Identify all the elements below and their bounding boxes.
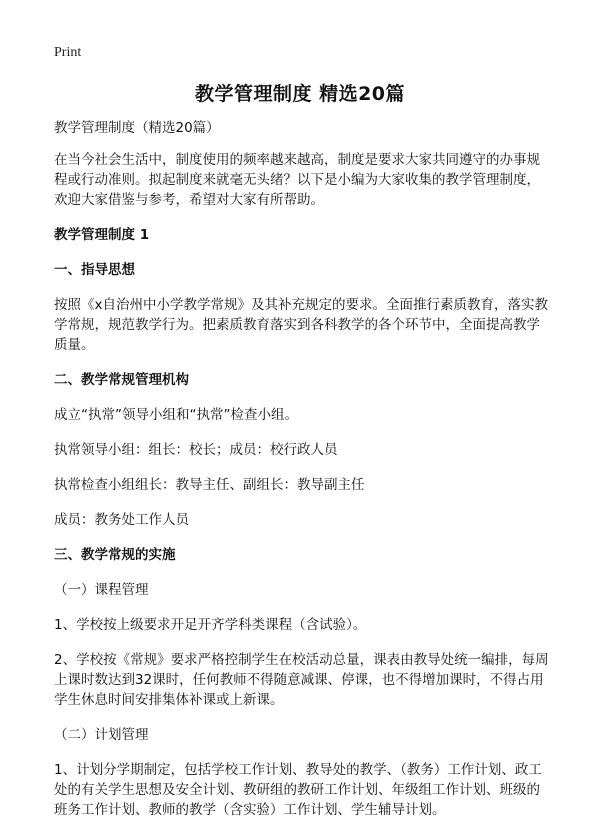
section-heading: 教学管理制度 1 xyxy=(54,227,150,243)
part3-item: 2、学校按《常规》要求严格控制学生在校活动总量，课表由教导处统一编排，每周上课时数达到32课时，任何教师不得随意减课、停课，也不得增加课时，不得占用学生休息时间安排集体补课或上新课。 xyxy=(54,652,549,708)
print-link[interactable]: Print xyxy=(54,45,82,60)
part2-line: 成员：教务处工作人员 xyxy=(54,512,189,528)
part1-heading: 一、指导思想 xyxy=(54,262,135,278)
part3-item: 1、计划分学期制定，包括学校工作计划、教导处的教学、（教务）工作计划、政工处的有关学生思想及安全计划、教研组的教研工作计划、年级组工作计划、班级的班务工作计划、教师的教学（含实验）工作计划、学生辅导计划。 xyxy=(54,762,542,818)
part2-line: 成立“执常”领导小组和“执常”检查小组。 xyxy=(54,407,298,423)
part3-subheading: （一）课程管理 xyxy=(54,582,149,598)
part3-heading: 三、教学常规的实施 xyxy=(54,547,176,563)
part2-line: 执常检查小组组长：教导主任、副组长：教导副主任 xyxy=(54,477,365,493)
article-subtitle: 教学管理制度（精选20篇） xyxy=(54,120,220,136)
page-title: 教学管理制度 精选20篇 xyxy=(194,83,406,105)
part3-item: 1、学校按上级要求开足开齐学科类课程（含试验）。 xyxy=(54,617,367,633)
part2-line: 执常领导小组：组长：校长；成员：校行政人员 xyxy=(54,442,338,458)
part1-paragraph: 按照《x自治州中小学教学常规》及其补充规定的要求。全面推行素质教育，落实教学常规，规范教学行为。把素质教育落实到各科教学的各个环节中，全面提高教学质量。 xyxy=(54,297,548,353)
part3-subheading: （二）计划管理 xyxy=(54,727,149,743)
intro-paragraph: 在当今社会生活中，制度使用的频率越来越高，制度是要求大家共同遵守的办事规程或行动准则。拟起制度来就毫无头绪？以下是小编为大家收集的教学管理制度，欢迎大家借鉴与参考，希望对大家有所帮助。 xyxy=(54,152,540,208)
article-body xyxy=(54,118,550,835)
part2-heading: 二、教学常规管理机构 xyxy=(54,372,189,388)
